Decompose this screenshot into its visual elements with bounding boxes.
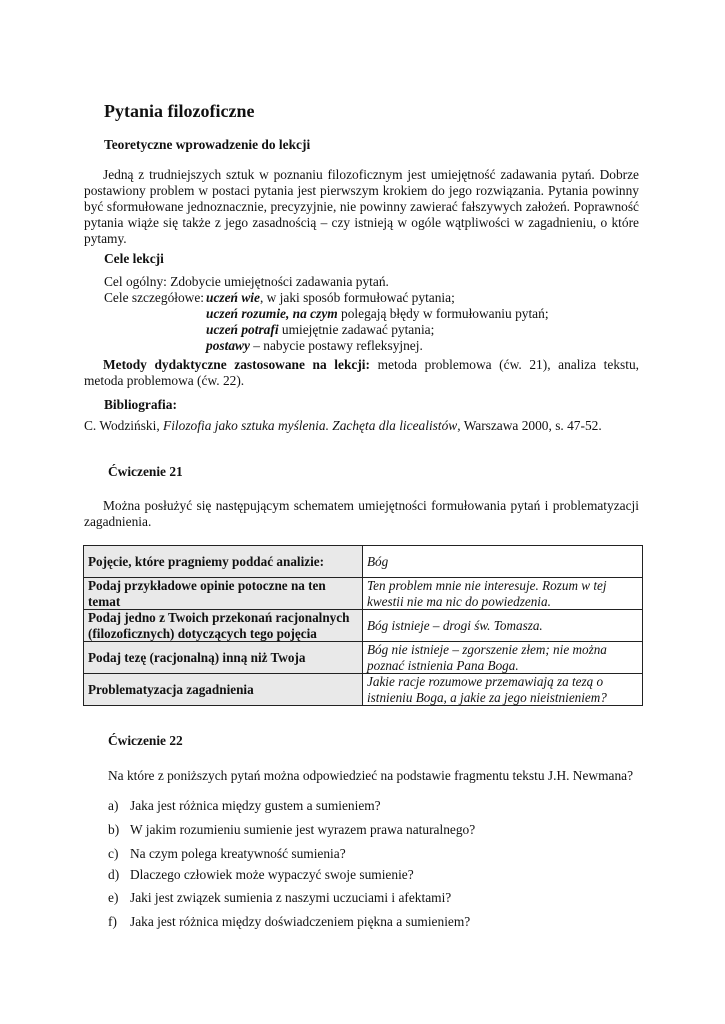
general-goal — [104, 274, 389, 290]
intro-heading: Teoretyczne wprowadzenie do lekcji — [104, 137, 311, 152]
list-item: b) W jakim rozumieniu sumienie jest wyrazem prawa naturalnego? — [108, 822, 476, 837]
specific-goals-label: Cele szczegółowe: — [104, 290, 205, 305]
exercise22-text: Na które z poniższych pytań można odpowiedzieć na podstawie fragmentu tekstu J.H. Newmana? — [108, 768, 634, 783]
general-goal-label: Cel ogólny: — [104, 274, 167, 289]
specific-goal: uczeń potrafi umiejętnie zadawać pytania; — [206, 322, 435, 337]
list-item: e) Jaki jest związek sumienia z naszymi uczuciami i afektami? — [108, 890, 452, 905]
general-goal-text: Zdobycie umiejętności zadawania pytań. — [170, 274, 389, 289]
bibliography-entry: C. Wodziński, Filozofia jako sztuka myślenia. Zachęta dla licealistów, Warszawa 2000, s. 47-52. — [84, 418, 602, 433]
table-row — [84, 674, 643, 706]
list-item: c) Na czym polega kreatywność sumienia? — [108, 846, 346, 861]
table-row — [84, 546, 643, 578]
page-title: Pytania filozoficzne — [104, 101, 255, 121]
table-question-cell: Podaj jedno z Twoich przekonań racjonalnych (filozoficznych) dotyczących tego pojęcia — [84, 610, 363, 642]
specific-goal: uczeń wie, w jaki sposób formułować pytania; — [206, 290, 455, 305]
intro-paragraph: Jedną z trudniejszych sztuk w poznaniu filozoficznym jest umiejętność zadawania pytań. Dobrze postawiony problem w postaci pytania jest pierwszym krokiem do jego rozwiązania. Pytania powinny być sformułowane jednoznacznie, precyzyjnie, nie powinny zawierać fałszywych założeń. Poprawność pytania wiąże się także z jego zasadnością – czy istnieją w ogóle wątpliwości w zagadnieniu, o które pytamy. — [84, 167, 639, 246]
table-answer-cell: Bóg — [363, 546, 643, 578]
table-answer-cell: Bóg nie istnieje – zgorszenie złem; nie można poznać istnienia Pana Boga. — [363, 642, 643, 674]
table-question-cell: Podaj tezę (racjonalną) inną niż Twoja — [84, 642, 363, 674]
table-answer-cell: Ten problem mnie nie interesuje. Rozum w tej kwestii nie ma nic do powiedzenia. — [363, 578, 643, 610]
table-question-cell: Problematyzacja zagadnienia — [84, 674, 363, 706]
methods-label: Metody dydaktyczne zastosowane na lekcji: — [103, 357, 370, 372]
methods-paragraph — [84, 357, 639, 389]
list-item: f) Jaka jest różnica między doświadczeniem piękna a sumieniem? — [108, 914, 471, 929]
table-answer-cell: Bóg istnieje – drogi św. Tomasza. — [363, 610, 643, 642]
table-question-cell: Pojęcie, które pragniemy poddać analizie: — [84, 546, 363, 578]
exercise21-table — [83, 545, 643, 706]
table-question-cell: Podaj przykładowe opinie potoczne na ten temat — [84, 578, 363, 610]
table-answer-cell: Jakie racje rozumowe przemawiają za tezą o istnieniu Boga, a jakie za jego nieistnieniem? — [363, 674, 643, 706]
bibliography-heading: Bibliografia: — [104, 397, 177, 412]
table-row — [84, 578, 643, 610]
list-item: a) Jaka jest różnica między gustem a sumieniem? — [108, 798, 381, 813]
table-row — [84, 610, 643, 642]
specific-goal: uczeń rozumie, na czym polegają błędy w formułowaniu pytań; — [206, 306, 549, 321]
goals-heading: Cele lekcji — [104, 251, 164, 266]
table-row — [84, 642, 643, 674]
list-item: d) Dlaczego człowiek może wypaczyć swoje sumienie? — [108, 867, 414, 882]
methods-text: metoda problemowa (ćw. 21), analiza tekstu, metoda problemowa (ćw. 22). — [84, 357, 639, 388]
exercise21-text: Można posłużyć się następującym schematem umiejętności formułowania pytań i problematyzacji zagadnienia. — [84, 498, 639, 529]
exercise21-heading: Ćwiczenie 21 — [108, 464, 183, 479]
specific-goal: postawy – nabycie postawy refleksyjnej. — [206, 338, 423, 353]
exercise22-heading: Ćwiczenie 22 — [108, 733, 183, 748]
